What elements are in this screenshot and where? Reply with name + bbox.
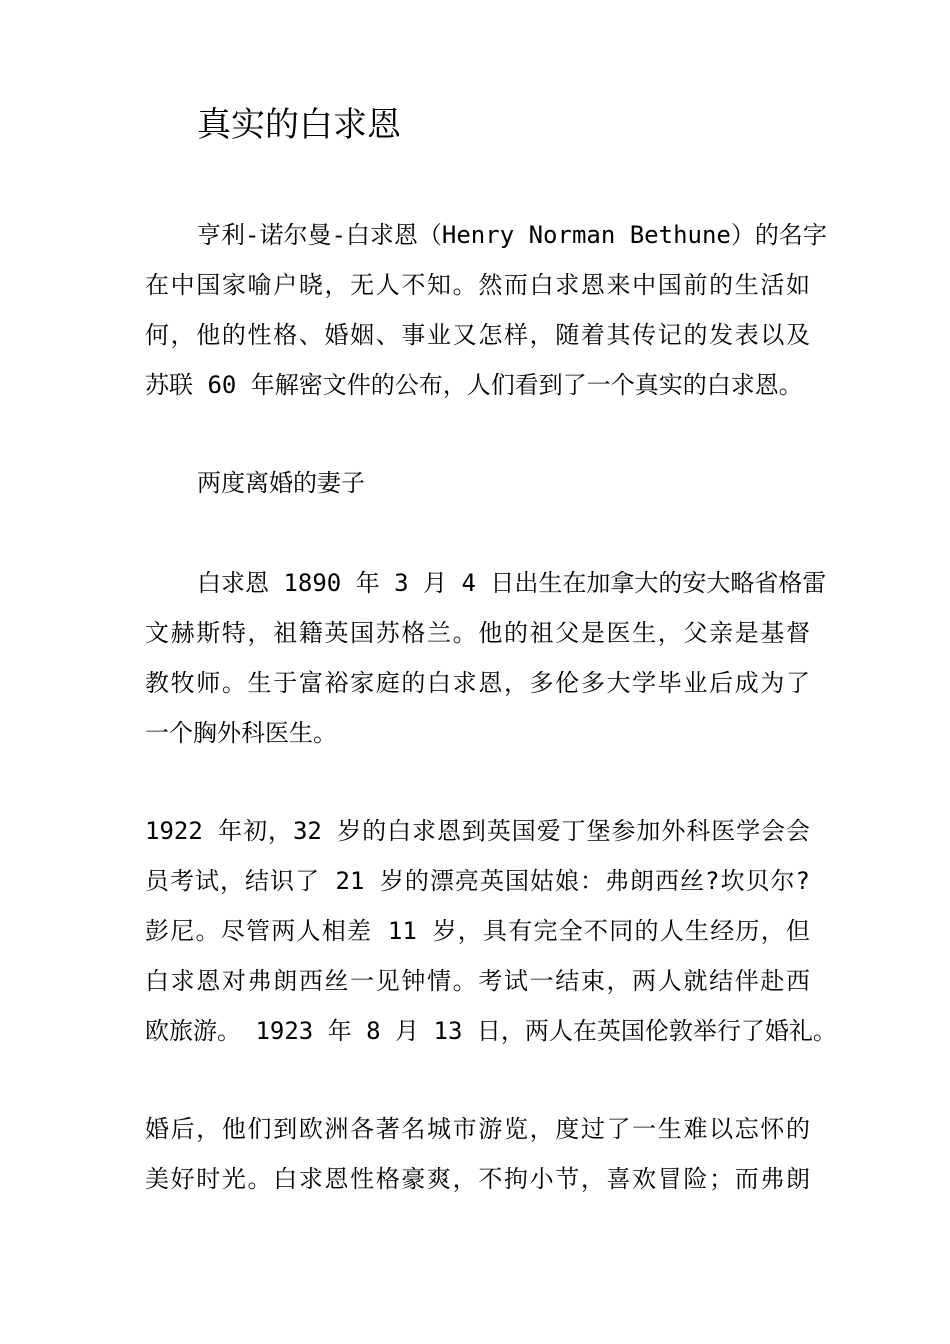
paragraph-marriage — [145, 806, 837, 1056]
paragraph-line: 美好时光。白求恩性格豪爽，不拘小节，喜欢冒险；而弗朗 — [145, 1165, 810, 1193]
paragraph-line: 白求恩对弗朗西丝一见钟情。考试一结束，两人就结伴赴西 — [145, 967, 810, 995]
document-title: 真实的白求恩 — [197, 105, 401, 145]
paragraph-line: 一个胸外科医生。 — [145, 719, 337, 747]
paragraph-line: 白求恩 1890 年 3 月 4 日出生在加拿大的安大略省格雷 — [197, 569, 827, 597]
paragraph-after-marriage — [145, 1104, 810, 1204]
paragraph-line: 苏联 60 年解密文件的公布，人们看到了一个真实的白求恩。 — [145, 371, 803, 399]
paragraph-line: 文赫斯特，祖籍英国苏格兰。他的祖父是医生，父亲是基督 — [145, 619, 810, 647]
paragraph-line: 亨利-诺尔曼-白求恩（Henry Norman Bethune）的名字 — [197, 221, 827, 249]
paragraph-intro — [145, 210, 827, 410]
paragraph-birth — [145, 558, 827, 758]
paragraph-line: 1922 年初，32 岁的白求恩到英国爱丁堡参加外科医学会会 — [145, 817, 810, 845]
paragraph-line: 何，他的性格、婚姻、事业又怎样，随着其传记的发表以及 — [145, 321, 810, 349]
paragraph-line: 欧旅游。 1923 年 8 月 13 日，两人在英国伦敦举行了婚礼。 — [145, 1017, 837, 1045]
paragraph-line: 彭尼。尽管两人相差 11 岁，具有完全不同的人生经历，但 — [145, 917, 810, 945]
paragraph-line: 教牧师。生于富裕家庭的白求恩，多伦多大学毕业后成为了 — [145, 669, 810, 697]
paragraph-line: 在中国家喻户晓，无人不知。然而白求恩来中国前的生活如 — [145, 271, 810, 299]
section-heading: 两度离婚的妻子 — [197, 469, 365, 497]
paragraph-line: 婚后，他们到欧洲各著名城市游览，度过了一生难以忘怀的 — [145, 1115, 810, 1143]
paragraph-line: 员考试，结识了 21 岁的漂亮英国姑娘：弗朗西丝?坎贝尔? — [145, 867, 810, 895]
